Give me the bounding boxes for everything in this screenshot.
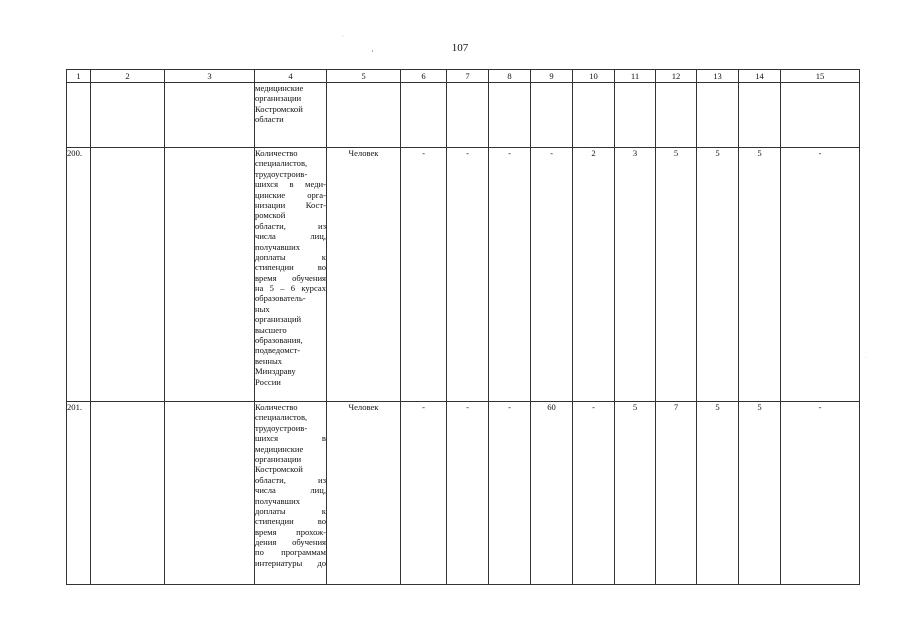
- value-col-9: -: [531, 148, 573, 402]
- header-cell-6: 6: [401, 70, 447, 83]
- description-line: шихся в меди-: [255, 179, 326, 190]
- value-col-12: 7: [656, 402, 697, 585]
- description-line: числа лиц,: [255, 485, 326, 496]
- header-cell-14: 14: [739, 70, 781, 83]
- description-line: Количество: [255, 148, 298, 158]
- description-line: трудоустроив-: [255, 422, 308, 433]
- description-line: России: [255, 376, 281, 387]
- value-col-8: -: [489, 148, 531, 402]
- description-line: трудоустроив-: [255, 168, 308, 179]
- header-cell-7: 7: [447, 70, 489, 83]
- description-line: венных: [255, 355, 283, 366]
- value-col-9: 60: [531, 402, 573, 585]
- description-line: интернатуры до: [255, 557, 326, 568]
- indicator-table: [66, 69, 860, 585]
- header-row: [67, 70, 860, 83]
- description-line: медицинские: [255, 443, 304, 454]
- unit-of-measure: [327, 83, 401, 148]
- table-row: [67, 148, 860, 402]
- header-cell-13: 13: [697, 70, 739, 83]
- value-col-15: -: [781, 148, 860, 402]
- description-line: на 5 – 6 курсах: [255, 283, 326, 294]
- description-line: организации: [255, 93, 302, 104]
- value-col-6: -: [401, 148, 447, 402]
- page-number: 107: [451, 42, 469, 54]
- scan-speck: ·: [371, 46, 374, 56]
- value-col-13: 5: [697, 148, 739, 402]
- description-line: ных: [255, 303, 270, 314]
- description-line: Минздраву: [255, 366, 296, 377]
- cell-col-3: [165, 148, 255, 402]
- value-col-7: -: [447, 148, 489, 402]
- value-col-13: 5: [697, 402, 739, 585]
- header-cell-10: 10: [573, 70, 615, 83]
- description-line: высшего: [255, 324, 287, 335]
- value-col-11: 5: [615, 402, 656, 585]
- description-line: ромской: [255, 210, 286, 221]
- value-col-10: 2: [573, 148, 615, 402]
- value-col-14: 5: [739, 402, 781, 585]
- description-line: стипендии во: [255, 516, 326, 527]
- description-line: Костромской: [255, 464, 303, 475]
- cell-col-2: [91, 402, 165, 585]
- row-number: [67, 83, 91, 148]
- cell-col-2: [91, 83, 165, 148]
- description-line: образователь-: [255, 293, 306, 304]
- header-cell-2: 2: [91, 70, 165, 83]
- description-line: медицинские: [255, 83, 304, 93]
- description-line: по программам: [255, 547, 326, 558]
- value-col-10: [573, 83, 615, 148]
- description-line: области, из: [255, 220, 326, 231]
- header-cell-1: 1: [67, 70, 91, 83]
- value-col-9: [531, 83, 573, 148]
- unit-of-measure: Человек: [327, 402, 401, 585]
- description-line: время прохож-: [255, 526, 326, 537]
- description-line: получавших: [255, 241, 301, 252]
- scan-speck: ·: [865, 355, 867, 361]
- description-line: организаций: [255, 314, 302, 325]
- description-line: области, из: [255, 474, 326, 485]
- cell-col-3: [165, 83, 255, 148]
- unit-of-measure: Человек: [327, 148, 401, 402]
- row-number: 201.: [67, 402, 91, 585]
- description-line: время обучения: [255, 272, 326, 283]
- description-line: подведомст-: [255, 345, 301, 356]
- indicator-description: [255, 402, 327, 585]
- description-line: дения обучения: [255, 537, 326, 548]
- table-row: [67, 402, 860, 585]
- indicator-description: [255, 83, 327, 148]
- description-line: цинские орга-: [255, 189, 326, 200]
- value-col-14: 5: [739, 148, 781, 402]
- header-cell-8: 8: [489, 70, 531, 83]
- value-col-14: [739, 83, 781, 148]
- description-line: Костромской: [255, 103, 303, 114]
- header-cell-15: 15: [781, 70, 860, 83]
- description-line: шихся в: [255, 433, 326, 444]
- value-col-15: -: [781, 402, 860, 585]
- value-col-10: -: [573, 402, 615, 585]
- value-col-6: [401, 83, 447, 148]
- description-line: доплаты к: [255, 251, 326, 262]
- value-col-7: [447, 83, 489, 148]
- header-cell-11: 11: [615, 70, 656, 83]
- description-line: низации Кост-: [255, 199, 326, 210]
- row-number: 200.: [67, 148, 91, 402]
- description-line: специалистов,: [255, 158, 308, 169]
- value-col-8: [489, 83, 531, 148]
- description-line: стипендии во: [255, 262, 326, 273]
- description-line: образования,: [255, 335, 303, 346]
- description-line: области: [255, 114, 284, 125]
- header-cell-5: 5: [327, 70, 401, 83]
- scan-speck: ·: [342, 34, 344, 40]
- value-col-15: [781, 83, 860, 148]
- cell-col-2: [91, 148, 165, 402]
- header-cell-4: 4: [255, 70, 327, 83]
- description-line: числа лиц,: [255, 231, 326, 242]
- header-cell-12: 12: [656, 70, 697, 83]
- header-cell-3: 3: [165, 70, 255, 83]
- header-cell-9: 9: [531, 70, 573, 83]
- value-col-8: -: [489, 402, 531, 585]
- value-col-13: [697, 83, 739, 148]
- description-line: Количество: [255, 402, 298, 412]
- value-col-12: 5: [656, 148, 697, 402]
- indicator-description: [255, 148, 327, 402]
- cell-col-3: [165, 402, 255, 585]
- value-col-6: -: [401, 402, 447, 585]
- description-line: получавших: [255, 495, 301, 506]
- value-col-11: [615, 83, 656, 148]
- description-line: специалистов,: [255, 412, 308, 423]
- description-line: организации: [255, 453, 302, 464]
- description-line: доплаты к: [255, 505, 326, 516]
- value-col-12: [656, 83, 697, 148]
- table-row: [67, 83, 860, 148]
- value-col-11: 3: [615, 148, 656, 402]
- value-col-7: -: [447, 402, 489, 585]
